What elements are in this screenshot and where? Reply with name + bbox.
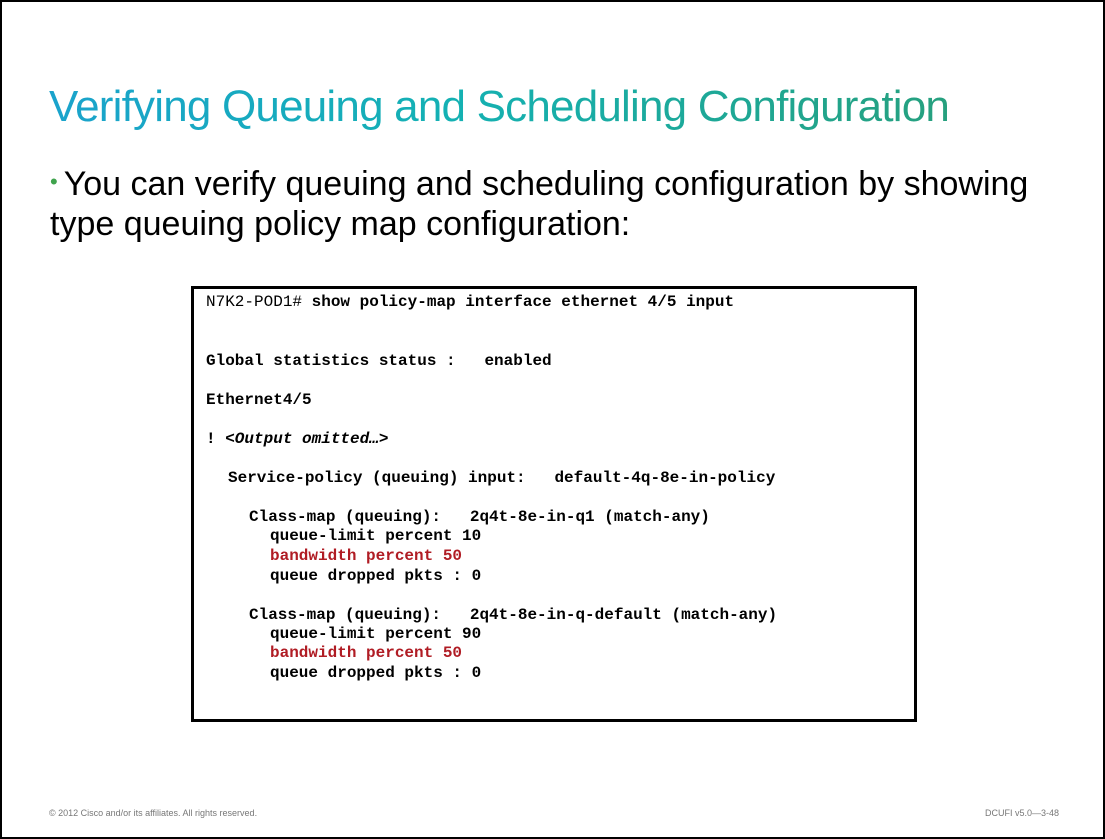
course-code-footer: DCUFI v5.0—3-48 <box>984 808 1059 818</box>
bullet-dot-icon: • <box>50 169 58 194</box>
cli-output-box <box>191 286 917 722</box>
omit-marker: ! <box>206 430 226 448</box>
global-status-line: Global statistics status : enabled <box>206 352 552 370</box>
class-map-1-bandwidth: bandwidth percent 50 <box>270 547 463 565</box>
copyright-footer: © 2012 Cisco and/or its affiliates. All rights reserved. <box>49 808 258 818</box>
class-map-2-header: Class-map (queuing): 2q4t-8e-in-q-default (match-any) <box>249 606 778 624</box>
slide-title: Verifying Queuing and Scheduling Configuration <box>49 80 949 134</box>
class-map-1-queue-limit: queue-limit percent 10 <box>270 527 482 545</box>
class-map-1-dropped: queue dropped pkts : 0 <box>270 567 482 585</box>
class-map-2-queue-limit: queue-limit percent 90 <box>270 625 482 643</box>
omit-text: <Output omitted…> <box>225 430 389 448</box>
class-map-2-bandwidth: bandwidth percent 50 <box>270 644 463 662</box>
bullet-point <box>50 162 1030 244</box>
cli-command: show policy-map interface ethernet 4/5 input <box>302 293 735 311</box>
bullet-text: You can verify queuing and scheduling configuration by showing type queuing policy map configuration: <box>50 165 1029 243</box>
cli-prompt: N7K2-POD1# <box>206 293 303 311</box>
class-map-1-header: Class-map (queuing): 2q4t-8e-in-q1 (match-any) <box>249 508 710 526</box>
class-map-2-dropped: queue dropped pkts : 0 <box>270 664 482 682</box>
output-omitted-line <box>206 430 388 449</box>
interface-line: Ethernet4/5 <box>206 391 312 409</box>
command-line <box>206 293 734 312</box>
service-policy-line: Service-policy (queuing) input: default-4q-8e-in-policy <box>228 469 776 487</box>
